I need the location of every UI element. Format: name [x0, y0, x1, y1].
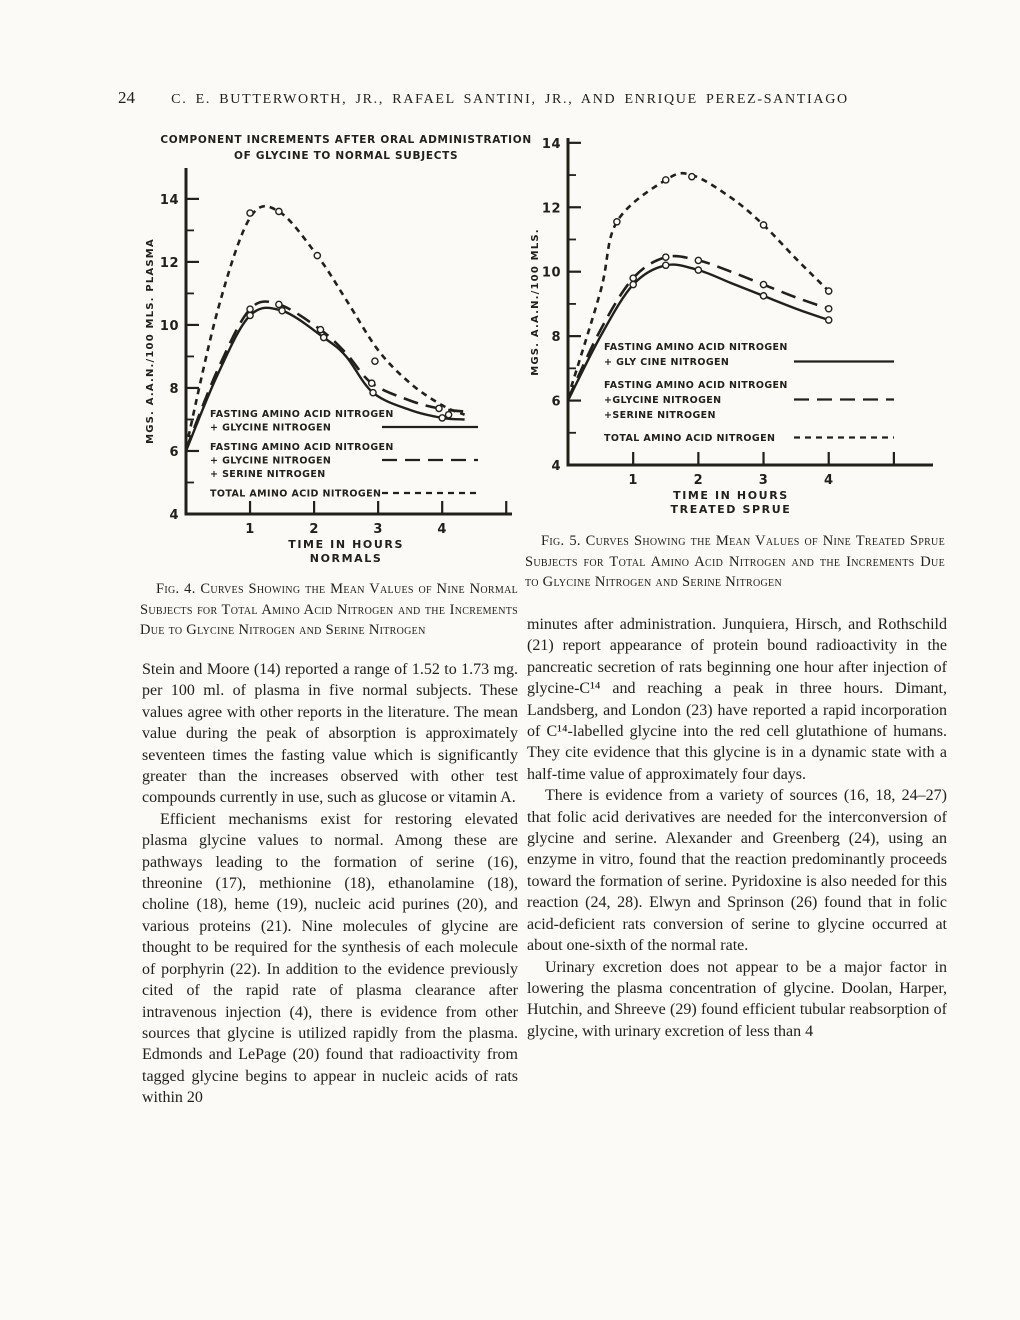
- svg-text:6: 6: [169, 444, 179, 460]
- svg-text:8: 8: [169, 381, 179, 397]
- svg-text:4: 4: [823, 473, 834, 488]
- svg-text:COMPONENT INCREMENTS AFTER ORA: COMPONENT INCREMENTS AFTER ORAL ADMINISTRATION: [160, 134, 532, 146]
- svg-text:TOTAL AMINO ACID NITROGEN: TOTAL AMINO ACID NITROGEN: [210, 488, 382, 500]
- svg-text:+GLYCINE NITROGEN: +GLYCINE NITROGEN: [604, 395, 722, 406]
- figure-5: [525, 128, 947, 593]
- svg-text:+ SERINE NITROGEN: + SERINE NITROGEN: [210, 469, 326, 480]
- figure-4: [140, 130, 534, 641]
- paragraph: Efficient mechanisms exist for restoring elevated plasma glycine values to normal. Among these are pathways leading to the formation of serine (16), threonine (17), methionine (18), ethanolamine (18), choline (18), heme (19), nucleic acid purines (20), and various proteins (21). Nine molecules of glycine are thought to be required for the synthesis of each molecule of porphyrin (22). In addition to the evidence previously cited of the rapid rate of plasma clearance after intravenous injection (4), there is evidence from other sources that glycine is utilized rapidly from the plasma. Edmonds and LePage (20) found that radioactivity from tagged glycine begins to appear in nucleic acids of rats within 20: [142, 810, 518, 1107]
- svg-text:12: 12: [541, 201, 561, 217]
- svg-text:FASTING AMINO ACID NITROGEN: FASTING AMINO ACID NITROGEN: [604, 342, 788, 353]
- svg-text:TIME IN HOURS: TIME IN HOURS: [673, 489, 789, 502]
- svg-text:MGS. A.A.N./100 MLS.: MGS. A.A.N./100 MLS.: [530, 228, 541, 376]
- svg-text:+ GLY CINE NITROGEN: + GLY CINE NITROGEN: [604, 357, 730, 368]
- svg-text:+ GLYCINE NITROGEN: + GLYCINE NITROGEN: [210, 455, 332, 467]
- svg-text:4: 4: [437, 522, 447, 537]
- paragraph: There is evidence from a variety of sources (16, 18, 24–27) that folic acid derivatives are needed for the interconversion of glycine and serine. Alexander and Greenberg (24), using an enzyme in vitro, found that the reaction predominantly proceeds toward the formation of serine. Pyridoxine is also needed for this reaction (24, 28). Elwyn and Sprinson (26) found that in folic acid-deficient rats conversion of serine to glycine occurred at about one-sixth of the normal rate.: [527, 787, 947, 955]
- svg-text:FASTING AMINO ACID NITROGEN: FASTING AMINO ACID NITROGEN: [604, 380, 788, 391]
- left-text-column: [142, 659, 518, 1109]
- paragraph: Urinary excretion does not appear to be a major factor in lowering the plasma concentration of glycine. Doolan, Harper, Hutchin, and Shreeve (29) found efficient tubular reabsorption of glycine, with urinary excretion of less than 4: [527, 958, 947, 1040]
- svg-text:14: 14: [541, 136, 561, 152]
- svg-text:4: 4: [169, 508, 179, 523]
- svg-text:2: 2: [309, 522, 319, 537]
- svg-text:1: 1: [245, 522, 255, 537]
- page-number: 24: [118, 88, 135, 107]
- svg-text:TREATED SPRUE: TREATED SPRUE: [670, 503, 792, 516]
- svg-text:FASTING AMINO ACID NITROGEN: FASTING AMINO ACID NITROGEN: [210, 409, 394, 420]
- svg-text:6: 6: [551, 394, 561, 410]
- svg-text:12: 12: [159, 255, 179, 271]
- svg-text:2: 2: [693, 473, 704, 488]
- svg-text:+SERINE NITROGEN: +SERINE NITROGEN: [604, 410, 716, 421]
- fig5-chart: [525, 128, 947, 522]
- fig4-chart: [140, 130, 534, 570]
- svg-text:10: 10: [159, 318, 179, 334]
- svg-text:+ GLYCINE NITROGEN: + GLYCINE NITROGEN: [210, 422, 332, 434]
- svg-text:NORMALS: NORMALS: [309, 552, 383, 565]
- svg-text:MGS. A.A.N./100 MLS. PLASMA: MGS. A.A.N./100 MLS. PLASMA: [145, 238, 156, 444]
- running-head: C. E. BUTTERWORTH, JR., RAFAEL SANTINI, JR., AND ENRIQUE PEREZ-SANTIAGO: [171, 92, 849, 107]
- svg-text:TIME IN HOURS: TIME IN HOURS: [288, 538, 404, 551]
- svg-text:OF GLYCINE TO NORMAL SUBJECTS: OF GLYCINE TO NORMAL SUBJECTS: [233, 150, 459, 162]
- svg-text:3: 3: [758, 473, 769, 488]
- svg-text:TOTAL AMINO ACID NITROGEN: TOTAL AMINO ACID NITROGEN: [604, 433, 776, 444]
- svg-text:3: 3: [373, 522, 383, 537]
- paragraph: Stein and Moore (14) reported a range of 1.52 to 1.73 mg. per 100 ml. of plasma in five normal subjects. These values agree with other reports in the literature. The mean value during the peak of absorption is approximately seventeen times the fasting value which is significantly greater than the increases observed with other test compounds currently in use, such as glucose or vitamin A.: [142, 661, 518, 807]
- svg-text:14: 14: [159, 192, 179, 208]
- svg-text:1: 1: [628, 473, 638, 488]
- svg-text:FASTING AMINO ACID NITROGEN: FASTING AMINO ACID NITROGEN: [210, 442, 394, 453]
- svg-text:4: 4: [551, 459, 561, 474]
- right-text-column: [527, 614, 947, 1042]
- svg-text:8: 8: [551, 330, 561, 346]
- fig4-caption: Fig. 4. Curves Showing the Mean Values of Nine Normal Subjects for Total Amino Acid Nitrogen and the Increments Due to Glycine Nitrogen and Serine Nitrogen: [140, 581, 518, 638]
- svg-text:10: 10: [541, 265, 561, 281]
- paragraph: minutes after administration. Junquiera, Hirsch, and Rothschild (21) report appearance of protein bound radioactivity in the pancreatic secretion of rats beginning one hour after injection of glycine-C¹⁴ and reaching a peak in three hours. Dimant, Landsberg, and London (23) have reported a rapid incorporation of C¹⁴-labelled glycine into the red cell glutathione of humans. They cite evidence that this glycine is in a dynamic state with a half-time value of approximately four days.: [527, 616, 947, 783]
- fig5-caption: Fig. 5. Curves Showing the Mean Values of Nine Treated Sprue Subjects for Total Amino Acid Nitrogen and the Increments Due to Glycine Nitrogen and Serine Nitrogen: [525, 533, 945, 590]
